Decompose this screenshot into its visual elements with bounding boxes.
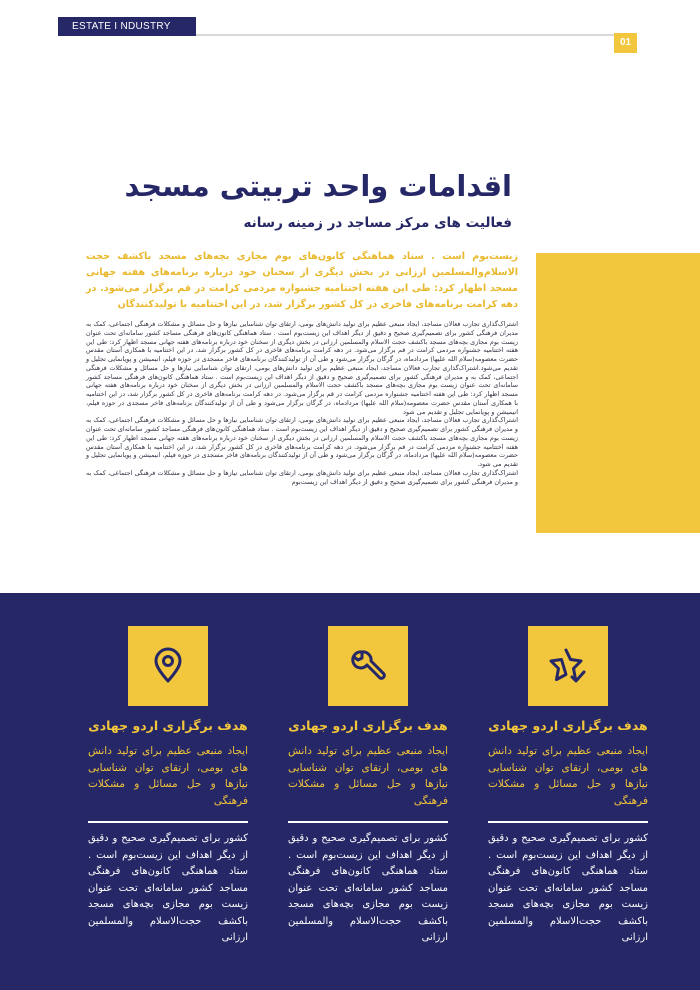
feature-title: هدف برگزاری اردو جهادی bbox=[488, 718, 648, 733]
feature-card bbox=[488, 626, 648, 947]
feature-title: هدف برگزاری اردو جهادی bbox=[288, 718, 448, 733]
feature-title: هدف برگزاری اردو جهادی bbox=[88, 718, 248, 733]
body-paragraph: اشتراک‌گذاری تجارب فعالان مساجد، ایجاد منبعی عظیم برای تولید دانش‌های بومی، ارتقای توان شناسایی نیازها و حل مسائل و مشکلات فرهنگی اجتماعی، کمک به و مدیران فرهنگی کشور برای تصمیم‌گیری صحیح و دقیق از دیگر اهداف این زیست‌بوم است . ستاد هماهنگی کانون‌های فرهنگی مساجد کشور سامانه‌ای تحت عنوان زیست بوم مجازی بچه‌های مسجد باکشف حجت الاسلام والمسلمین ارزانی در بخش دیگری از سخنان خود درباره برنامه‌های هفته جهانی مسجد اظهار کرد: طی این هفته اختتامیه جشنواره مردمی کرامت در قم برگزار می‌شود. در دهه کرامت برنامه‌های فاخری در کل کشور برگزار شد، در این اختتامیه با همکاری آستان مقدس حضرت معصومه(سلام الله علیها) مردادماه، در گرگان برگزار می‌شود و طی آن از تولیدکنندگان برنامه‌های فاخر مسجدی در حوزه فیلم، انیمیشن و پویانمایی تجلیل و تقدیم می شود. bbox=[86, 416, 518, 468]
feature-divider bbox=[88, 821, 248, 823]
feature-highlight-text: ایجاد منبعی عظیم برای تولید دانش های بومی، ارتقای توان شناسایی نیازها و حل مسائل و مشکلات فرهنگی bbox=[288, 745, 448, 807]
feature-divider bbox=[488, 821, 648, 823]
star-check-icon bbox=[548, 646, 588, 686]
article-subtitle: فعالیت های مرکز مساجد در زمینه رسانه bbox=[243, 215, 512, 231]
feature-card bbox=[88, 626, 248, 947]
feature-description: کشور برای تصمیم‌گیری صحیح و دقیق از دیگر اهداف این زیست‌بوم است . ستاد هماهنگی کانون‌های فرهنگی مساجد کشور سامانه‌ای تحت عنوان زیست بوم مجازی بچه‌های مسجد باکشف حجت‌الاسلام والمسلمین ارزانی bbox=[88, 833, 248, 943]
lead-paragraph: زیست‌بوم است . ستاد هماهنگی کانون‌های بوم مجازی بچه‌های مسجد باکشف حجت الاسلام‌والمسلمین ارزانی در بخش دیگری از سخنان خود درباره برنامه‌های هفته جهانی مسجد اظهار کرد: طی این هفته اختتامیه جشنواره مردمی کرامت در قم برگزار می‌شود. در دهه کرامت برنامه‌های فاخری در کل کشور برگزار شد، در این اختتامیه با تولیدکنندگان bbox=[86, 251, 518, 310]
feature-icon-box bbox=[128, 626, 208, 706]
feature-description: کشور برای تصمیم‌گیری صحیح و دقیق از دیگر اهداف این زیست‌بوم است . ستاد هماهنگی کانون‌های فرهنگی مساجد کشور سامانه‌ای تحت عنوان زیست بوم مجازی بچه‌های مسجد باکشف حجت‌الاسلام والمسلمین ارزانی bbox=[488, 833, 648, 943]
feature-description: کشور برای تصمیم‌گیری صحیح و دقیق از دیگر اهداف این زیست‌بوم است . ستاد هماهنگی کانون‌های فرهنگی مساجد کشور سامانه‌ای تحت عنوان زیست بوم مجازی بچه‌های مسجد باکشف حجت‌الاسلام والمسلمین ارزانی bbox=[288, 833, 448, 943]
body-paragraph: اشتراک‌گذاری تجارب فعالان مساجد، ایجاد منبعی عظیم برای تولید دانش‌های بومی، ارتقای توان شناسایی نیازها و حل مسائل و مشکلات فرهنگی اجتماعی، کمک به مدیران فرهنگی کشور برای تصمیم‌گیری صحیح و دقیق از دیگر اهداف این زیست‌بوم است . ستاد هماهنگی کانون‌های فرهنگی مساجد کشور سامانه‌ای تحت عنوان زیست بوم مجازی بچه‌های مسجد باکشف حجت الاسلام والمسلمین ارزانی در بخش دیگری از سخنان خود درباره برنامه‌های هفته جهانی مسجد اظهار کرد: طی این هفته اختتامیه جشنواره مردمی کرامت در قم برگزار می‌شود. در دهه کرامت برنامه‌های فاخری در کل کشور برگزار شد، در این اختتامیه با همکاری آستان مقدس حضرت معصومه(سلام الله علیها) مردادماه، در گرگان برگزار می‌شود و طی آن از تولیدکنندگان برنامه‌های فاخر مسجدی در حوزه فیلم، انیمیشن و پویانمایی تجلیل و تقدیم می‌شود.اشتراک‌گذاری تجارب فعالان مساجد، ایجاد منبعی عظیم برای تولید دانش‌های بومی، ارتقای توان شناسایی نیازها و حل مسائل و مشکلات فرهنگی اجتماعی، کمک به و مدیران فرهنگی کشور برای تصمیم‌گیری صحیح و دقیق از دیگر اهداف این زیست‌بوم است . ستاد هماهنگی کانون‌های فرهنگی مساجد کشور سامانه‌ای تحت عنوان زیست بوم مجازی بچه‌های مسجد باکشف حجت الاسلام والمسلمین ارزانی در بخش دیگری از سخنان خود درباره برنامه‌های هفته جهانی مسجد اظهار کرد: طی این هفته اختتامیه جشنواره مردمی کرامت در قم برگزار می‌شود. در دهه کرامت برنامه‌های فاخری در کل کشور برگزار شد، در این اختتامیه با همکاری آستان مقدس حضرت معصومه(سلام الله علیها) مردادماه، در گرگان برگزار می‌شود و طی آن از تولیدکنندگان برنامه‌های فاخر مسجدی در حوزه فیلم، انیمیشن و پویانمایی تجلیل و تقدیم می شود bbox=[86, 320, 518, 416]
feature-highlight-text: ایجاد منبعی عظیم برای تولید دانش های بومی، ارتقای توان شناسایی نیازها و حل مسائل و مشکلات فرهنگی bbox=[88, 745, 248, 807]
feature-icon-box bbox=[528, 626, 608, 706]
body-text bbox=[86, 320, 518, 486]
header-tag: ESTATE I NDUSTRY bbox=[58, 17, 196, 36]
location-pin-icon bbox=[148, 646, 188, 686]
header-divider bbox=[196, 34, 614, 36]
feature-divider bbox=[288, 821, 448, 823]
article-title: اقدامات واحد تربیتی مسجد bbox=[124, 169, 512, 203]
feature-icon-box bbox=[328, 626, 408, 706]
feature-card bbox=[288, 626, 448, 947]
feature-highlight-text: ایجاد منبعی عظیم برای تولید دانش های بومی، ارتقای توان شناسایی نیازها و حل مسائل و مشکلات فرهنگی bbox=[488, 745, 648, 807]
page-number: 01 bbox=[614, 33, 637, 53]
yellow-accent-block bbox=[536, 253, 700, 533]
wrench-icon bbox=[348, 646, 388, 686]
body-paragraph: اشتراک‌گذاری تجارب فعالان مساجد، ایجاد منبعی عظیم برای تولید دانش‌های بومی، ارتقای توان شناسایی نیازها و حل مسائل و مشکلات فرهنگی اجتماعی، کمک به و مدیران فرهنگی کشور برای تصمیم‌گیری صحیح و دقیق از دیگر اهداف این زیست‌بوم bbox=[86, 468, 518, 486]
